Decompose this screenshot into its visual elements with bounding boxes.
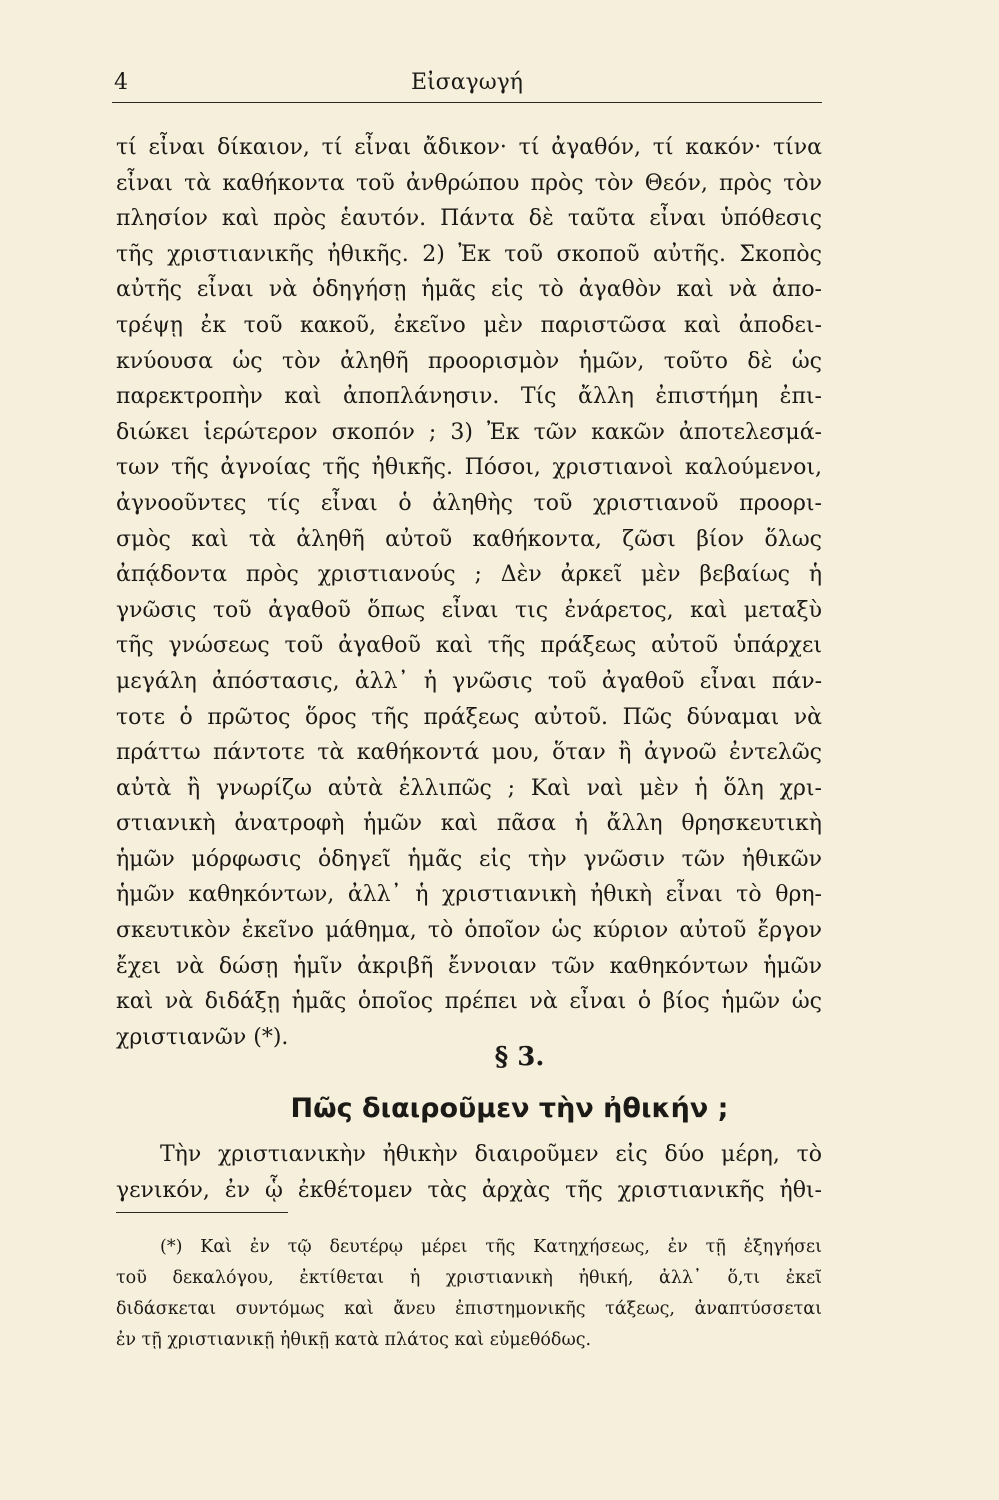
- text-line: γενικόν, ἐν ᾧ ἐκθέτομεν τὰς ἀρχὰς τῆς χριστιανικῆς ἠθι-: [116, 1177, 822, 1203]
- text-line: τῆς χριστιανικῆς ἠθικῆς. 2) Ἐκ τοῦ σκοποῦ αὐτῆς. Σκοπὸς: [116, 241, 822, 267]
- text-line: αὐτὰ ἢ γνωρίζω αὐτὰ ἐλλιπῶς ; Καὶ ναὶ μὲν ἡ ὅλη χρι-: [116, 775, 822, 801]
- text-line: ἀγνοοῦντες τίς εἶναι ὁ ἀληθὴς τοῦ χριστιανοῦ προορι-: [116, 490, 822, 516]
- section-text: [116, 1137, 822, 1208]
- text-line: τί εἶναι δίκαιον, τί εἶναι ἄδικον· τί ἀγαθόν, τί κακόν· τίνα: [116, 135, 822, 160]
- text-line: ἡμῶν καθηκόντων, ἀλλ᾿ ἡ χριστιανικὴ ἠθικὴ εἶναι τὸ θρη-: [116, 882, 822, 908]
- text-line: ἡμῶν μόρφωσις ὁδηγεῖ ἡμᾶς εἰς τὴν γνῶσιν τῶν ἠθικῶν: [116, 846, 822, 872]
- text-line: ἔχει νὰ δώσῃ ἡμῖν ἀκριβῆ ἔννοιαν τῶν καθηκόντων ἡμῶν: [116, 953, 822, 979]
- footnote: [116, 1232, 822, 1356]
- footnote-line: ἐν τῇ χριστιανικῇ ἠθικῇ κατὰ πλάτος καὶ εὐμεθόδως.: [116, 1330, 592, 1350]
- text-line: πλησίον καὶ πρὸς ἑαυτόν. Πάντα δὲ ταῦτα εἶναι ὑπόθεσις: [116, 206, 822, 232]
- text-line: χριστιανῶν (*).: [116, 1024, 289, 1050]
- main-text: [116, 130, 822, 1055]
- text-line: ἀπᾴδοντα πρὸς χριστιανούς ; Δὲν ἀρκεῖ μὲν βεβαίως ἡ: [116, 562, 822, 588]
- text-line: τοτε ὁ πρῶτος ὅρος τῆς πράξεως αὐτοῦ. Πῶς δύναμαι νὰ: [116, 704, 822, 730]
- footnote-divider: [116, 1212, 288, 1213]
- text-line: γνῶσις τοῦ ἀγαθοῦ ὅπως εἶναι τις ἐνάρετος, καὶ μεταξὺ: [116, 597, 822, 623]
- page-number: 4: [114, 70, 128, 95]
- text-line: παρεκτροπὴν καὶ ἀποπλάνησιν. Τίς ἄλλη ἐπιστήμη ἐπι-: [116, 384, 822, 410]
- footnote-line: (*) Καὶ ἐν τῷ δευτέρῳ μέρει τῆς Κατηχήσεως, ἐν τῇ ἐξηγήσει: [160, 1237, 822, 1257]
- text-line: διώκει ἱερώτερον σκοπόν ; 3) Ἐκ τῶν κακῶν ἀποτελεσμά-: [116, 419, 822, 445]
- text-line: καὶ νὰ διδάξῃ ἡμᾶς ὁποῖος πρέπει νὰ εἶναι ὁ βίος ἡμῶν ὡς: [116, 989, 822, 1015]
- footnote-line: διδάσκεται συντόμως καὶ ἄνευ ἐπιστημονικῆς τάξεως, ἀναπτύσσεται: [116, 1299, 822, 1319]
- text-line: τῆς γνώσεως τοῦ ἀγαθοῦ καὶ τῆς πράξεως αὐτοῦ ὑπάρχει: [116, 633, 822, 659]
- text-line: σκευτικὸν ἐκεῖνο μάθημα, τὸ ὁποῖον ὡς κύριον αὐτοῦ ἔργον: [116, 918, 822, 944]
- footnote-line: τοῦ δεκαλόγου, ἐκτίθεται ἡ χριστιανικὴ ἠθική, ἀλλ᾿ ὅ,τι ἐκεῖ: [116, 1268, 822, 1288]
- page-header: [112, 66, 822, 103]
- text-line: κνύουσα ὡς τὸν ἀληθῆ προορισμὸν ἡμῶν, τοῦτο δὲ ὡς: [116, 348, 822, 374]
- text-line: πράττω πάντοτε τὰ καθήκοντά μου, ὅταν ἢ ἀγνοῶ ἐντελῶς: [116, 740, 822, 766]
- text-line: των τῆς ἀγνοίας τῆς ἠθικῆς. Πόσοι, χριστιανοὶ καλούμενοι,: [116, 455, 822, 481]
- text-line: μεγάλη ἀπόστασις, ἀλλ᾿ ἡ γνῶσις τοῦ ἀγαθοῦ εἶναι πάν-: [116, 668, 822, 694]
- text-line: αὐτῆς εἶναι νὰ ὁδηγήσῃ ἡμᾶς εἰς τὸ ἀγαθὸν καὶ νὰ ἀπο-: [116, 277, 822, 303]
- section-title: Πῶς διαιροῦμεν τὴν ἠθικήν ;: [290, 1093, 729, 1124]
- text-line: Τὴν χριστιανικὴν ἠθικὴν διαιροῦμεν εἰς δύο μέρη, τὸ: [160, 1142, 822, 1167]
- text-line: στιανικὴ ἀνατροφὴ ἡμῶν καὶ πᾶσα ἡ ἄλλη θρησκευτικὴ: [116, 811, 822, 837]
- running-head: Εἰσαγωγή: [411, 70, 523, 95]
- text-line: σμὸς καὶ τὰ ἀληθῆ αὐτοῦ καθήκοντα, ζῶσι βίον ὅλως: [116, 526, 822, 552]
- text-line: τρέψῃ ἐκ τοῦ κακοῦ, ἐκεῖνο μὲν παριστῶσα καὶ ἀποδει-: [116, 312, 822, 338]
- section-number: § 3.: [494, 1042, 545, 1072]
- text-line: εἶναι τὰ καθήκοντα τοῦ ἀνθρώπου πρὸς τὸν Θεόν, πρὸς τὸν: [116, 170, 822, 196]
